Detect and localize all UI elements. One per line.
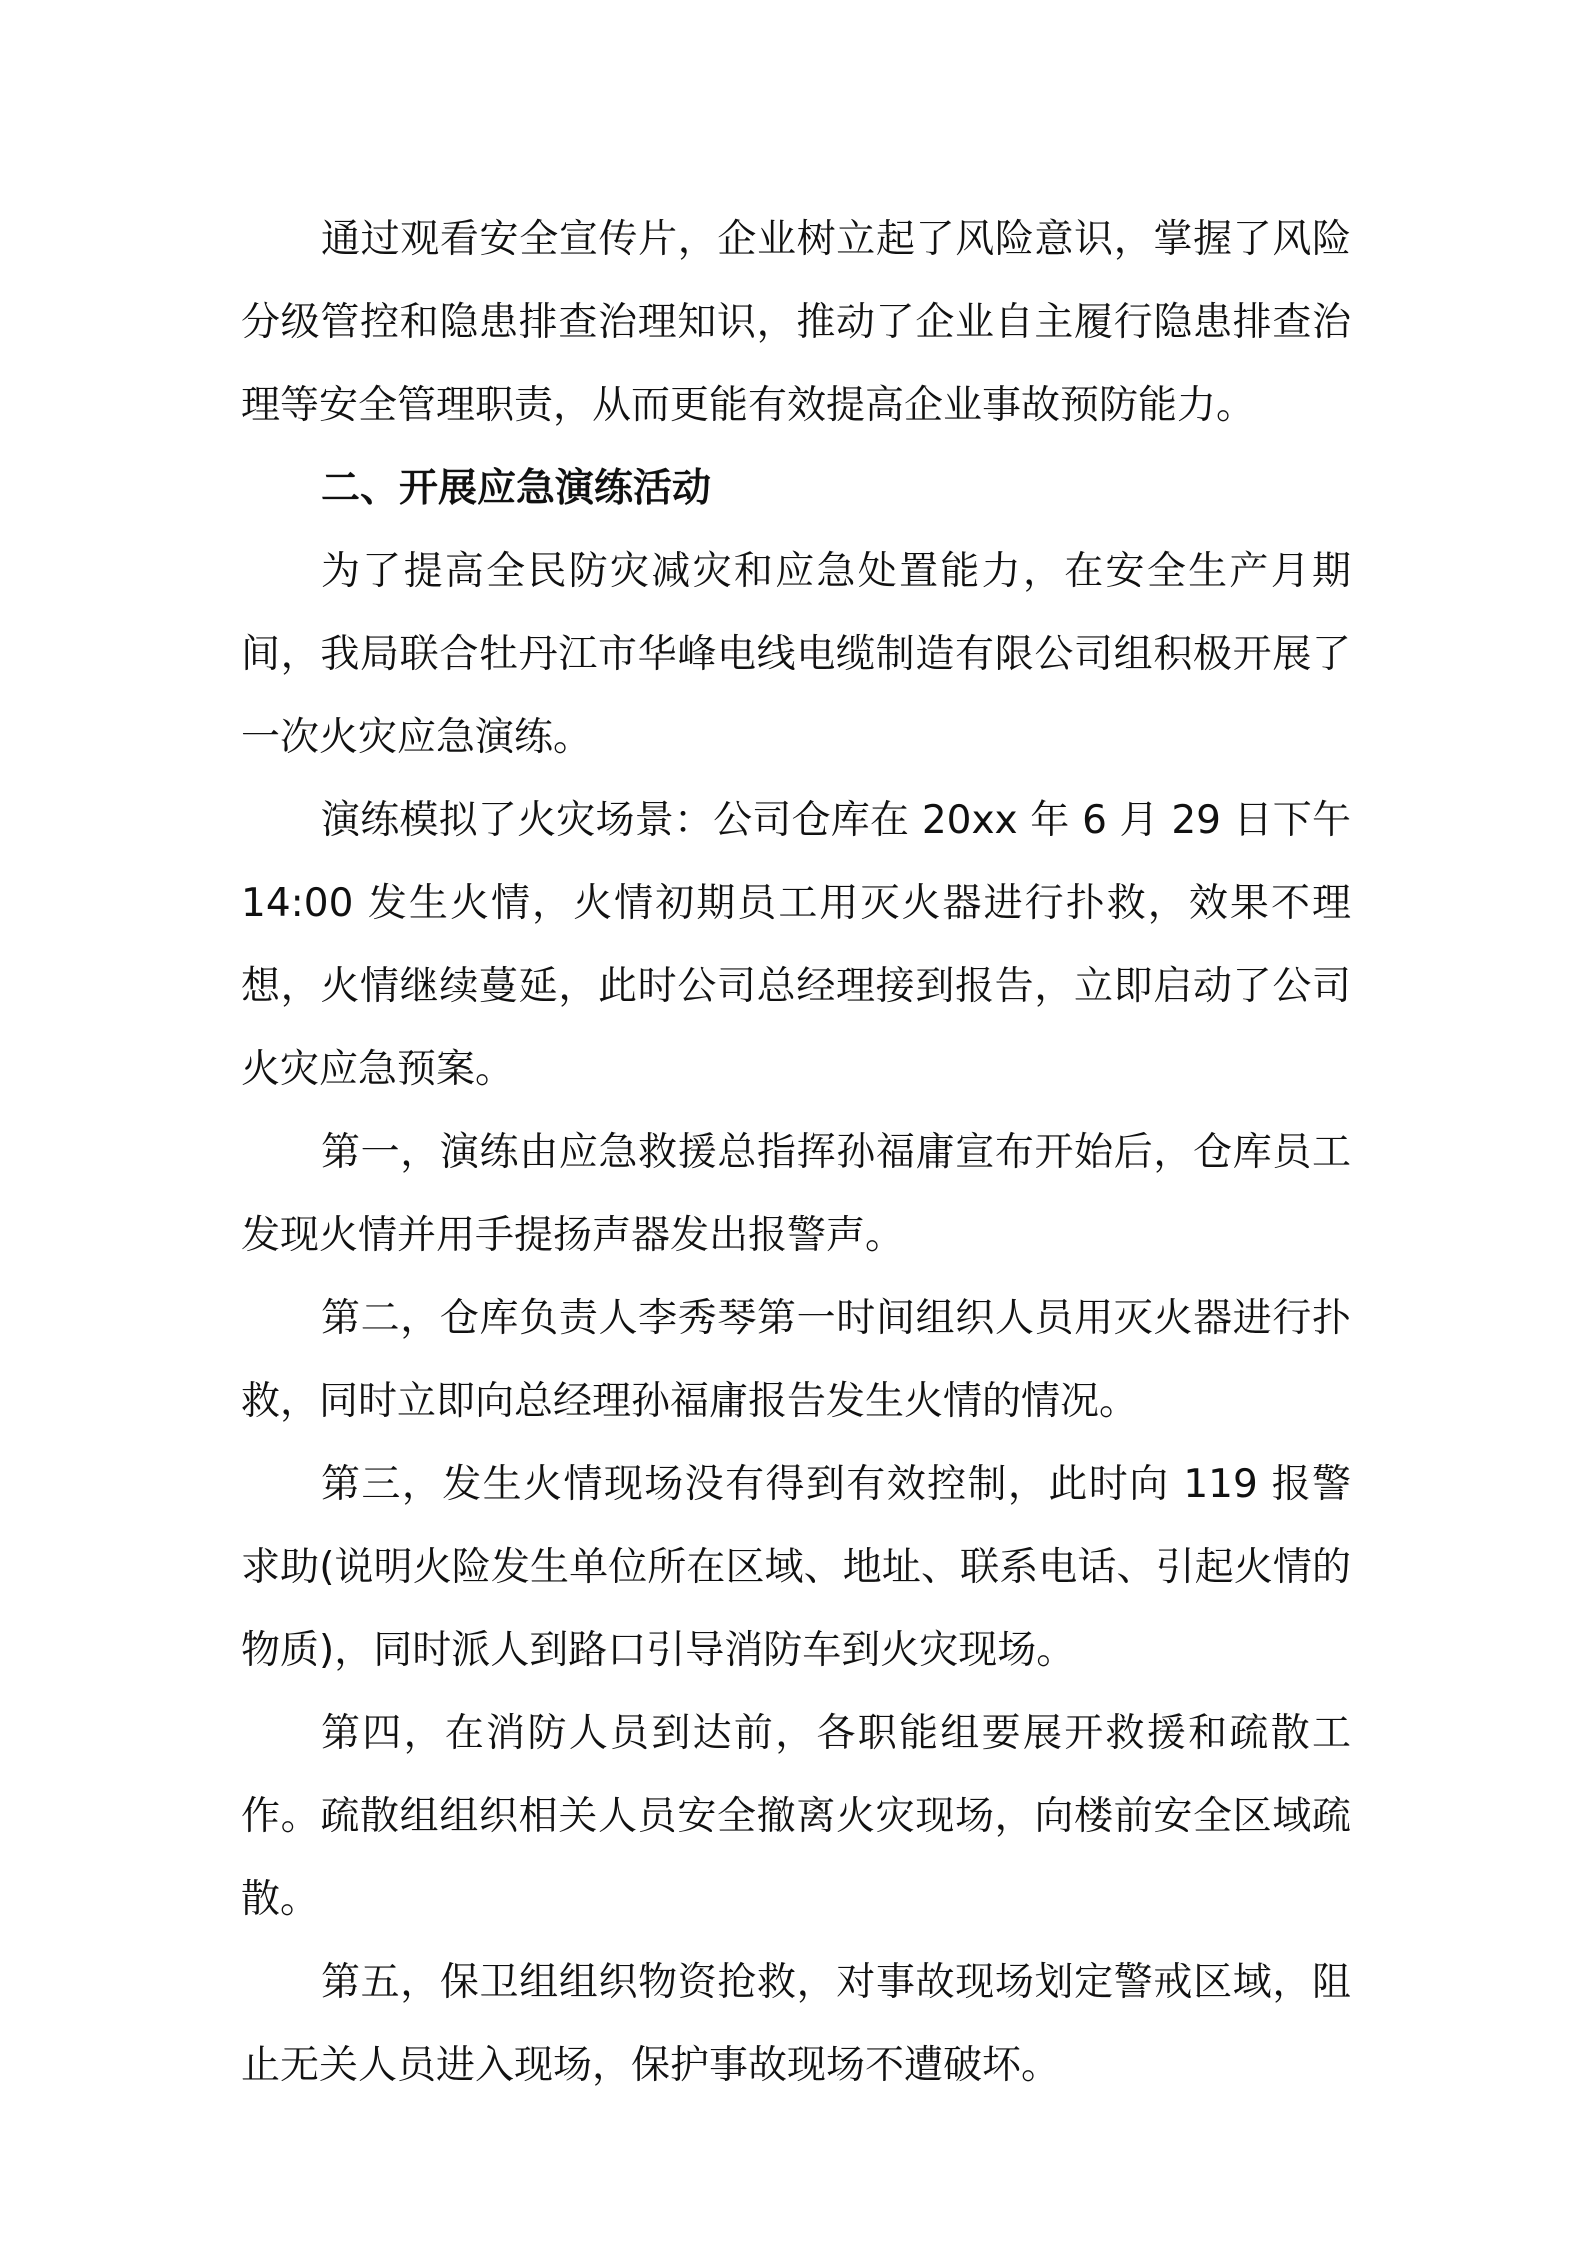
paragraph-drill-intro: 为了提高全民防灾减灾和应急处置能力，在安全生产月期间，我局联合牡丹江市华峰电线电缆制造有限公司组积极开展了一次火灾应急演练。 (241, 549, 1351, 760)
paragraph-step-five: 第五，保卫组组织物资抢救，对事故现场划定警戒区域，阻止无关人员进入现场，保护事故现场不遭破坏。 (241, 1960, 1351, 2088)
paragraph-step-three: 第三，发生火情现场没有得到有效控制，此时向 119 报警求助(说明火险发生单位所在区域、地址、联系电话、引起火情的物质)，同时派人到路口引导消防车到火灾现场。 (241, 1462, 1351, 1673)
paragraph-step-four: 第四，在消防人员到达前，各职能组要展开救援和疏散工作。疏散组组织相关人员安全撤离火灾现场，向楼前安全区域疏散。 (241, 1711, 1351, 1922)
paragraph-drill-scenario: 演练模拟了火灾场景：公司仓库在 20xx 年 6 月 29 日下午 14:00 发生火情，火情初期员工用灭火器进行扑救，效果不理想，火情继续蔓延，此时公司总经理接到报告，立即启动了公司火灾应急预案。 (241, 798, 1351, 1092)
document-body (241, 198, 1351, 2107)
paragraph-safety-film: 通过观看安全宣传片，企业树立起了风险意识，掌握了风险分级管控和隐患排查治理知识，推动了企业自主履行隐患排查治理等安全管理职责，从而更能有效提高企业事故预防能力。 (241, 217, 1351, 428)
section-heading-emergency-drill: 二、开展应急演练活动 (321, 466, 712, 511)
paragraph-step-two: 第二，仓库负责人李秀琴第一时间组织人员用灭火器进行扑救，同时立即向总经理孙福庸报告发生火情的情况。 (241, 1296, 1351, 1424)
paragraph-step-one: 第一，演练由应急救援总指挥孙福庸宣布开始后，仓库员工发现火情并用手提扬声器发出报警声。 (241, 1130, 1351, 1258)
